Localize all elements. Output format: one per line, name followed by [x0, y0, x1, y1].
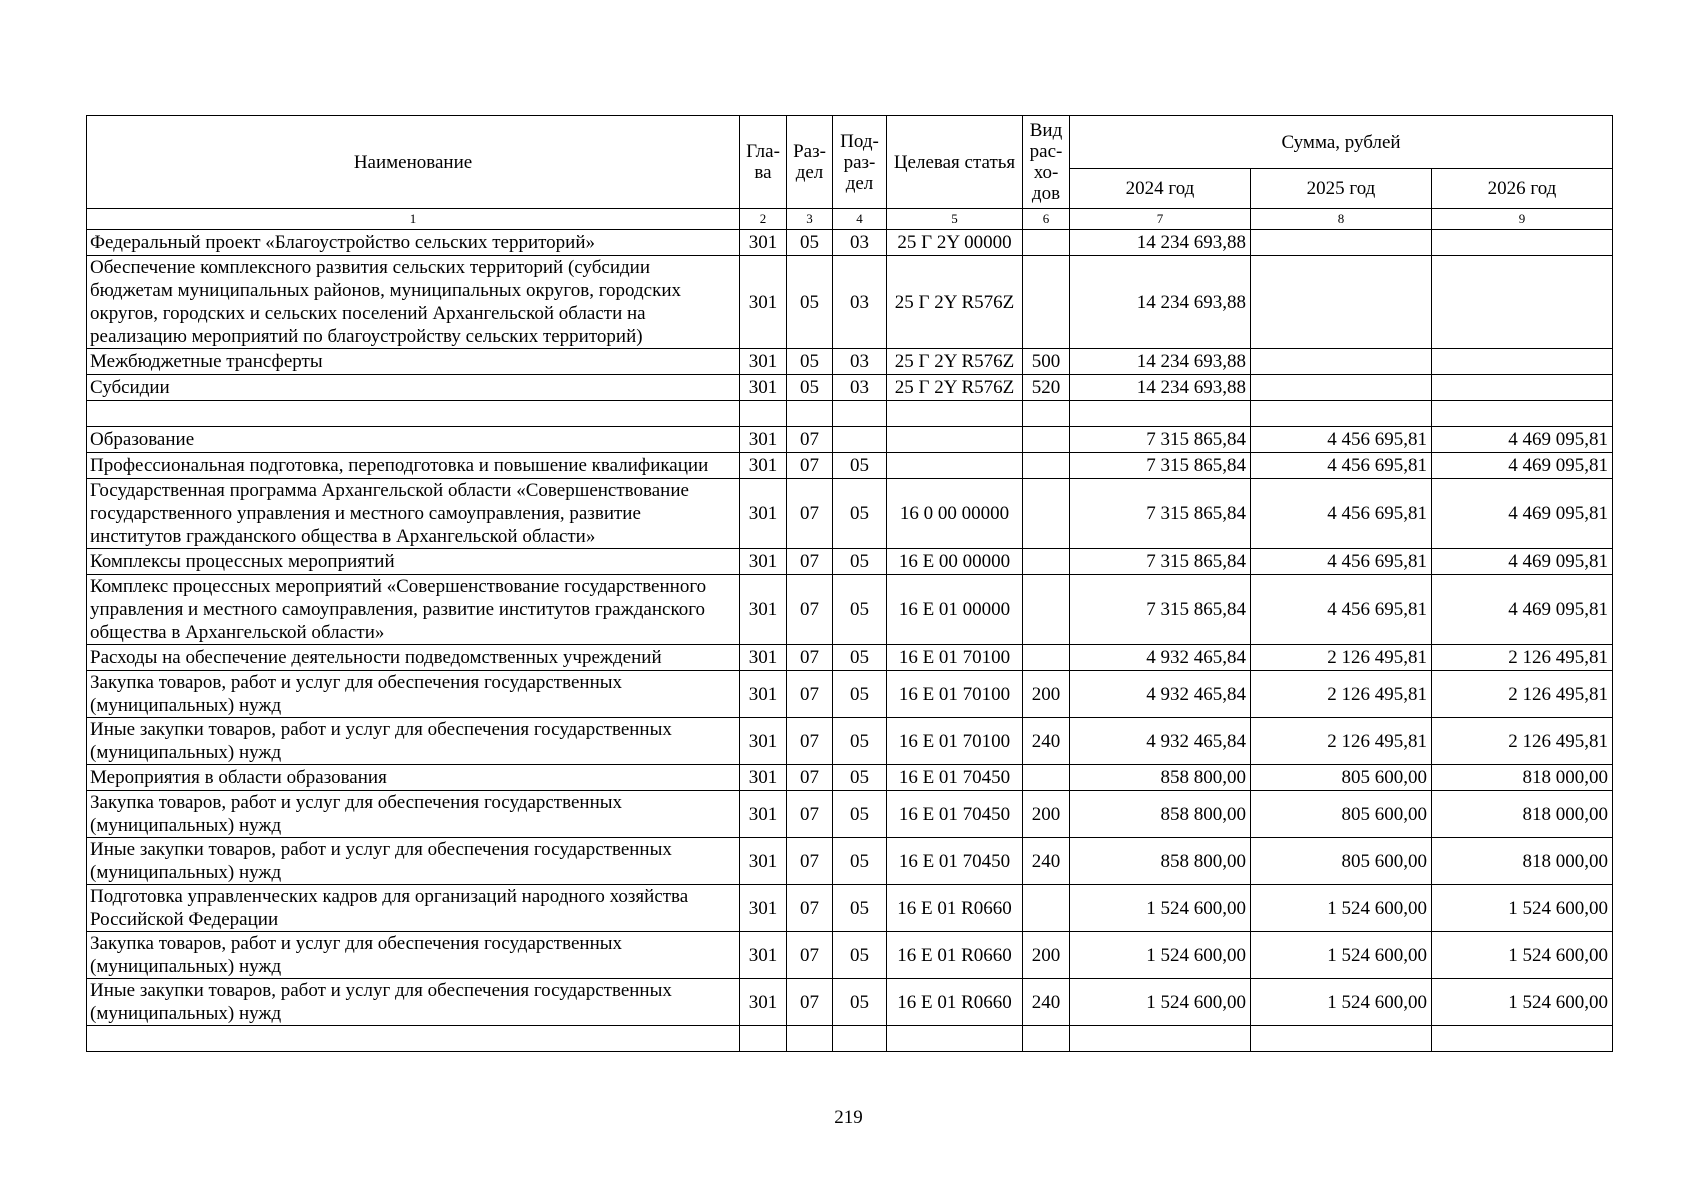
row-name: Иные закупки товаров, работ и услуг для обеспечения государственных (муниципальных) нужд [87, 979, 740, 1026]
row-podrazdel: 05 [833, 645, 887, 671]
row-glava: 301 [740, 718, 787, 765]
row-name: Комплекс процессных мероприятий «Совершенствование государственного управления и местного самоуправления, развитие институтов гражданского общества в Архангельской области» [87, 575, 740, 645]
row-glava: 301 [740, 765, 787, 791]
row-razdel: 07 [787, 765, 833, 791]
row-razdel: 07 [787, 645, 833, 671]
row-expense-type [1023, 645, 1070, 671]
row-amount-2026: 818 000,00 [1432, 765, 1613, 791]
row-amount-2026: 4 469 095,81 [1432, 479, 1613, 549]
row-name: Иные закупки товаров, работ и услуг для обеспечения государственных (муниципальных) нужд [87, 718, 740, 765]
row-name: Федеральный проект «Благоустройство сельских территорий» [87, 230, 740, 256]
row-expense-type [1023, 479, 1070, 549]
row-expense-type: 520 [1023, 375, 1070, 401]
row-glava: 301 [740, 549, 787, 575]
row-razdel: 07 [787, 718, 833, 765]
row-amount-2024: 1 524 600,00 [1070, 979, 1251, 1026]
table-body [87, 230, 1613, 1052]
row-razdel [787, 1026, 833, 1052]
column-number: 6 [1023, 209, 1070, 230]
table-row [87, 791, 1613, 838]
row-amount-2024: 7 315 865,84 [1070, 479, 1251, 549]
row-name: Мероприятия в области образования [87, 765, 740, 791]
row-target-article: 16 Е 01 70100 [887, 718, 1023, 765]
row-amount-2025: 4 456 695,81 [1251, 427, 1432, 453]
row-razdel: 07 [787, 549, 833, 575]
row-expense-type [1023, 401, 1070, 427]
table-row [87, 671, 1613, 718]
row-razdel: 07 [787, 479, 833, 549]
row-amount-2024: 858 800,00 [1070, 791, 1251, 838]
row-target-article: 25 Г 2Y R576Z [887, 349, 1023, 375]
row-target-article: 16 Е 01 70100 [887, 671, 1023, 718]
row-amount-2024: 4 932 465,84 [1070, 645, 1251, 671]
row-amount-2026 [1432, 1026, 1613, 1052]
row-amount-2025: 805 600,00 [1251, 791, 1432, 838]
row-expense-type [1023, 453, 1070, 479]
table-row [87, 453, 1613, 479]
row-target-article: 16 Е 01 70450 [887, 838, 1023, 885]
table-row [87, 645, 1613, 671]
row-podrazdel: 05 [833, 885, 887, 932]
row-glava: 301 [740, 349, 787, 375]
row-amount-2025: 1 524 600,00 [1251, 932, 1432, 979]
row-target-article: 16 Е 01 R0660 [887, 979, 1023, 1026]
table-row [87, 885, 1613, 932]
row-amount-2025: 1 524 600,00 [1251, 885, 1432, 932]
row-target-article: 16 0 00 00000 [887, 479, 1023, 549]
row-amount-2026: 4 469 095,81 [1432, 453, 1613, 479]
row-glava: 301 [740, 479, 787, 549]
row-podrazdel [833, 427, 887, 453]
row-amount-2026: 4 469 095,81 [1432, 427, 1613, 453]
table-row [87, 479, 1613, 549]
column-number-row [87, 209, 1613, 230]
header-expense-type: Вид рас-хо-дов [1023, 116, 1070, 209]
table-row [87, 349, 1613, 375]
row-expense-type [1023, 427, 1070, 453]
row-glava: 301 [740, 427, 787, 453]
column-number: 8 [1251, 209, 1432, 230]
table-row [87, 932, 1613, 979]
header-glava: Гла-ва [740, 116, 787, 209]
row-podrazdel: 05 [833, 765, 887, 791]
row-target-article: 16 Е 01 70100 [887, 645, 1023, 671]
row-amount-2026: 2 126 495,81 [1432, 645, 1613, 671]
row-podrazdel: 03 [833, 349, 887, 375]
row-razdel: 05 [787, 256, 833, 349]
row-podrazdel: 03 [833, 256, 887, 349]
row-amount-2025 [1251, 1026, 1432, 1052]
row-amount-2024: 1 524 600,00 [1070, 932, 1251, 979]
row-amount-2025: 4 456 695,81 [1251, 453, 1432, 479]
column-number: 4 [833, 209, 887, 230]
row-razdel: 07 [787, 838, 833, 885]
row-amount-2025: 805 600,00 [1251, 838, 1432, 885]
row-target-article: 16 Е 01 R0660 [887, 885, 1023, 932]
row-target-article: 16 Е 00 00000 [887, 549, 1023, 575]
row-name: Субсидии [87, 375, 740, 401]
row-target-article [887, 401, 1023, 427]
row-amount-2025: 4 456 695,81 [1251, 575, 1432, 645]
row-podrazdel [833, 1026, 887, 1052]
row-expense-type [1023, 575, 1070, 645]
row-amount-2025: 805 600,00 [1251, 765, 1432, 791]
row-amount-2024: 1 524 600,00 [1070, 885, 1251, 932]
row-amount-2026: 818 000,00 [1432, 838, 1613, 885]
row-amount-2024: 7 315 865,84 [1070, 549, 1251, 575]
row-glava: 301 [740, 791, 787, 838]
row-target-article: 25 Г 2Y R576Z [887, 256, 1023, 349]
row-expense-type [1023, 885, 1070, 932]
row-target-article [887, 427, 1023, 453]
row-name: Комплексы процессных мероприятий [87, 549, 740, 575]
row-expense-type [1023, 1026, 1070, 1052]
row-glava: 301 [740, 575, 787, 645]
row-amount-2026: 818 000,00 [1432, 791, 1613, 838]
row-name: Профессиональная подготовка, переподготовка и повышение квалификации [87, 453, 740, 479]
row-amount-2025 [1251, 256, 1432, 349]
row-razdel: 05 [787, 375, 833, 401]
row-amount-2024: 7 315 865,84 [1070, 575, 1251, 645]
row-expense-type [1023, 230, 1070, 256]
table-row [87, 979, 1613, 1026]
row-amount-2025 [1251, 401, 1432, 427]
row-razdel: 07 [787, 932, 833, 979]
row-target-article: 16 Е 01 00000 [887, 575, 1023, 645]
row-amount-2024: 858 800,00 [1070, 765, 1251, 791]
row-razdel: 07 [787, 427, 833, 453]
row-amount-2025: 4 456 695,81 [1251, 549, 1432, 575]
row-glava: 301 [740, 230, 787, 256]
row-podrazdel: 05 [833, 979, 887, 1026]
budget-table [86, 115, 1613, 1052]
row-glava: 301 [740, 979, 787, 1026]
row-name: Закупка товаров, работ и услуг для обеспечения государственных (муниципальных) нужд [87, 791, 740, 838]
row-amount-2026: 2 126 495,81 [1432, 671, 1613, 718]
column-number: 2 [740, 209, 787, 230]
row-podrazdel: 05 [833, 791, 887, 838]
row-podrazdel: 05 [833, 718, 887, 765]
row-amount-2026 [1432, 256, 1613, 349]
row-amount-2025: 1 524 600,00 [1251, 979, 1432, 1026]
row-expense-type: 200 [1023, 932, 1070, 979]
header-target-article: Целевая статья [887, 116, 1023, 209]
header-name: Наименование [87, 116, 740, 209]
row-amount-2026: 1 524 600,00 [1432, 932, 1613, 979]
row-name: Государственная программа Архангельской области «Совершенствование государственного управления и местного самоуправления, развитие институтов гражданского общества в Архангельской области» [87, 479, 740, 549]
row-target-article: 16 Е 01 70450 [887, 765, 1023, 791]
row-amount-2024: 858 800,00 [1070, 838, 1251, 885]
table-row [87, 375, 1613, 401]
row-podrazdel: 05 [833, 453, 887, 479]
row-amount-2025: 2 126 495,81 [1251, 645, 1432, 671]
row-podrazdel: 05 [833, 479, 887, 549]
row-glava: 301 [740, 256, 787, 349]
row-amount-2024 [1070, 401, 1251, 427]
row-amount-2025 [1251, 230, 1432, 256]
row-amount-2024: 4 932 465,84 [1070, 671, 1251, 718]
row-podrazdel: 05 [833, 549, 887, 575]
row-name: Образование [87, 427, 740, 453]
row-razdel: 05 [787, 230, 833, 256]
row-amount-2026 [1432, 349, 1613, 375]
row-name: Подготовка управленческих кадров для организаций народного хозяйства Российской Федерации [87, 885, 740, 932]
row-target-article [887, 453, 1023, 479]
table-row [87, 575, 1613, 645]
header-year-2024: 2024 год [1070, 169, 1251, 209]
row-expense-type: 240 [1023, 838, 1070, 885]
row-expense-type [1023, 549, 1070, 575]
row-target-article: 16 Е 01 70450 [887, 791, 1023, 838]
row-target-article: 25 Г 2Y R576Z [887, 375, 1023, 401]
column-number: 7 [1070, 209, 1251, 230]
row-expense-type: 500 [1023, 349, 1070, 375]
row-amount-2025: 2 126 495,81 [1251, 671, 1432, 718]
header-sum: Сумма, рублей [1070, 116, 1613, 169]
column-number: 1 [87, 209, 740, 230]
row-expense-type: 200 [1023, 671, 1070, 718]
row-name [87, 1026, 740, 1052]
row-amount-2026: 4 469 095,81 [1432, 575, 1613, 645]
row-glava: 301 [740, 932, 787, 979]
row-name: Обеспечение комплексного развития сельских территорий (субсидии бюджетам муниципальных районов, муниципальных округов, городских округов, городских и сельских поселений Архангельской области на реализацию мероприятий по благоустройству сельских территорий) [87, 256, 740, 349]
row-podrazdel [833, 401, 887, 427]
row-amount-2026: 4 469 095,81 [1432, 549, 1613, 575]
row-name: Закупка товаров, работ и услуг для обеспечения государственных (муниципальных) нужд [87, 671, 740, 718]
row-name: Закупка товаров, работ и услуг для обеспечения государственных (муниципальных) нужд [87, 932, 740, 979]
row-target-article [887, 1026, 1023, 1052]
row-razdel [787, 401, 833, 427]
row-glava: 301 [740, 885, 787, 932]
row-glava: 301 [740, 375, 787, 401]
row-glava: 301 [740, 453, 787, 479]
header-year-2026: 2026 год [1432, 169, 1613, 209]
row-razdel: 07 [787, 671, 833, 718]
row-podrazdel: 03 [833, 230, 887, 256]
row-expense-type: 200 [1023, 791, 1070, 838]
row-amount-2025 [1251, 375, 1432, 401]
row-podrazdel: 03 [833, 375, 887, 401]
row-name [87, 401, 740, 427]
row-target-article: 16 Е 01 R0660 [887, 932, 1023, 979]
table-row [87, 718, 1613, 765]
row-amount-2024: 14 234 693,88 [1070, 349, 1251, 375]
row-expense-type [1023, 256, 1070, 349]
row-amount-2024 [1070, 1026, 1251, 1052]
row-amount-2026 [1432, 401, 1613, 427]
header-podrazdel: Под-раз-дел [833, 116, 887, 209]
row-amount-2026: 1 524 600,00 [1432, 979, 1613, 1026]
table-row [87, 401, 1613, 427]
column-number: 3 [787, 209, 833, 230]
row-razdel: 05 [787, 349, 833, 375]
table-row [87, 1026, 1613, 1052]
table-row [87, 838, 1613, 885]
row-amount-2026: 1 524 600,00 [1432, 885, 1613, 932]
page-number: 219 [834, 1107, 863, 1128]
row-amount-2026: 2 126 495,81 [1432, 718, 1613, 765]
row-podrazdel: 05 [833, 838, 887, 885]
row-amount-2025 [1251, 349, 1432, 375]
row-glava [740, 1026, 787, 1052]
row-expense-type: 240 [1023, 979, 1070, 1026]
row-razdel: 07 [787, 885, 833, 932]
row-amount-2024: 7 315 865,84 [1070, 427, 1251, 453]
column-number: 9 [1432, 209, 1613, 230]
table-row [87, 256, 1613, 349]
row-glava [740, 401, 787, 427]
row-amount-2024: 14 234 693,88 [1070, 256, 1251, 349]
row-target-article: 25 Г 2Y 00000 [887, 230, 1023, 256]
row-razdel: 07 [787, 979, 833, 1026]
row-podrazdel: 05 [833, 575, 887, 645]
row-podrazdel: 05 [833, 671, 887, 718]
row-amount-2024: 14 234 693,88 [1070, 230, 1251, 256]
row-name: Иные закупки товаров, работ и услуг для обеспечения государственных (муниципальных) нужд [87, 838, 740, 885]
row-expense-type [1023, 765, 1070, 791]
row-amount-2024: 4 932 465,84 [1070, 718, 1251, 765]
row-amount-2024: 14 234 693,88 [1070, 375, 1251, 401]
row-expense-type: 240 [1023, 718, 1070, 765]
row-amount-2025: 4 456 695,81 [1251, 479, 1432, 549]
table-row [87, 230, 1613, 256]
row-amount-2026 [1432, 230, 1613, 256]
row-razdel: 07 [787, 453, 833, 479]
row-razdel: 07 [787, 575, 833, 645]
table-row [87, 549, 1613, 575]
row-glava: 301 [740, 838, 787, 885]
header-year-2025: 2025 год [1251, 169, 1432, 209]
row-name: Расходы на обеспечение деятельности подведомственных учреждений [87, 645, 740, 671]
row-glava: 301 [740, 645, 787, 671]
column-number: 5 [887, 209, 1023, 230]
row-amount-2026 [1432, 375, 1613, 401]
row-amount-2025: 2 126 495,81 [1251, 718, 1432, 765]
row-glava: 301 [740, 671, 787, 718]
row-podrazdel: 05 [833, 932, 887, 979]
row-razdel: 07 [787, 791, 833, 838]
table-row [87, 765, 1613, 791]
table-row [87, 427, 1613, 453]
row-amount-2024: 7 315 865,84 [1070, 453, 1251, 479]
row-name: Межбюджетные трансферты [87, 349, 740, 375]
header-razdel: Раз-дел [787, 116, 833, 209]
